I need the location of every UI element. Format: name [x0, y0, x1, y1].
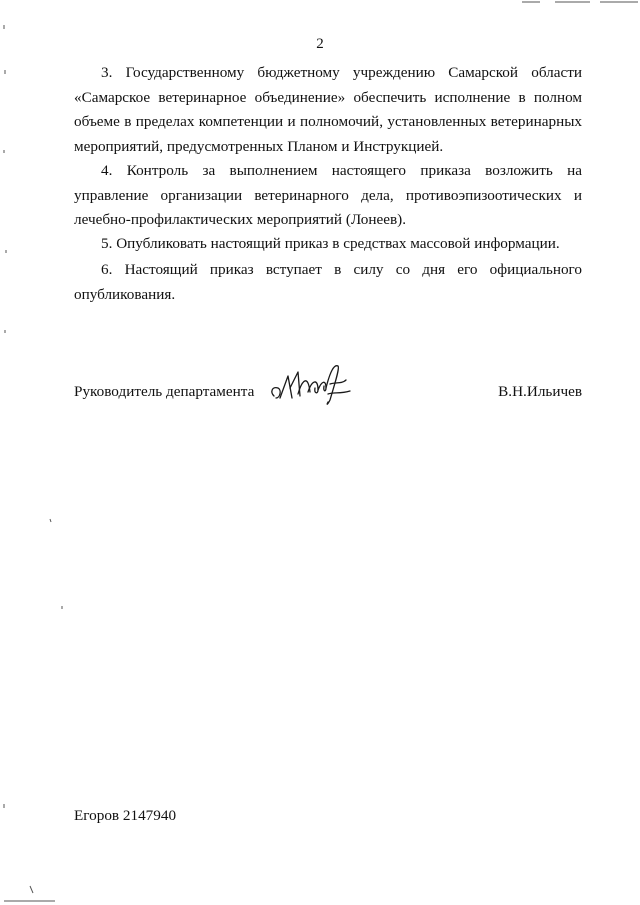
signatory-name: В.Н.Ильичев	[498, 383, 582, 400]
executor-line: Егоров 2147940	[74, 807, 177, 824]
handwritten-signature	[268, 358, 360, 410]
page-number: 2	[316, 36, 324, 52]
paragraph-item-3: 3. Государственному бюджетному учреждению Самарской области «Самарское ветеринарное объединение» обеспечить исполнение в полном объеме в пределах компетенции и полномочий, установленных ветеринарных мероприятий, предусмотренных Планом и Инструкцией.	[74, 64, 582, 155]
paragraph-item-4: 4. Контроль за выполнением настоящего приказа возложить на управление организации ветеринарного дела, противоэпизоотических и лечебно-профилактических мероприятий (Лонеев).	[74, 162, 582, 228]
signature-block	[74, 380, 582, 410]
paragraph-item-6: 6. Настоящий приказ вступает в силу со дня его официального опубликования.	[74, 261, 582, 303]
signatory-position: Руководитель департамента	[74, 383, 255, 400]
paragraph-item-5: 5. Опубликовать настоящий приказ в средствах массовой информации.	[101, 235, 560, 252]
